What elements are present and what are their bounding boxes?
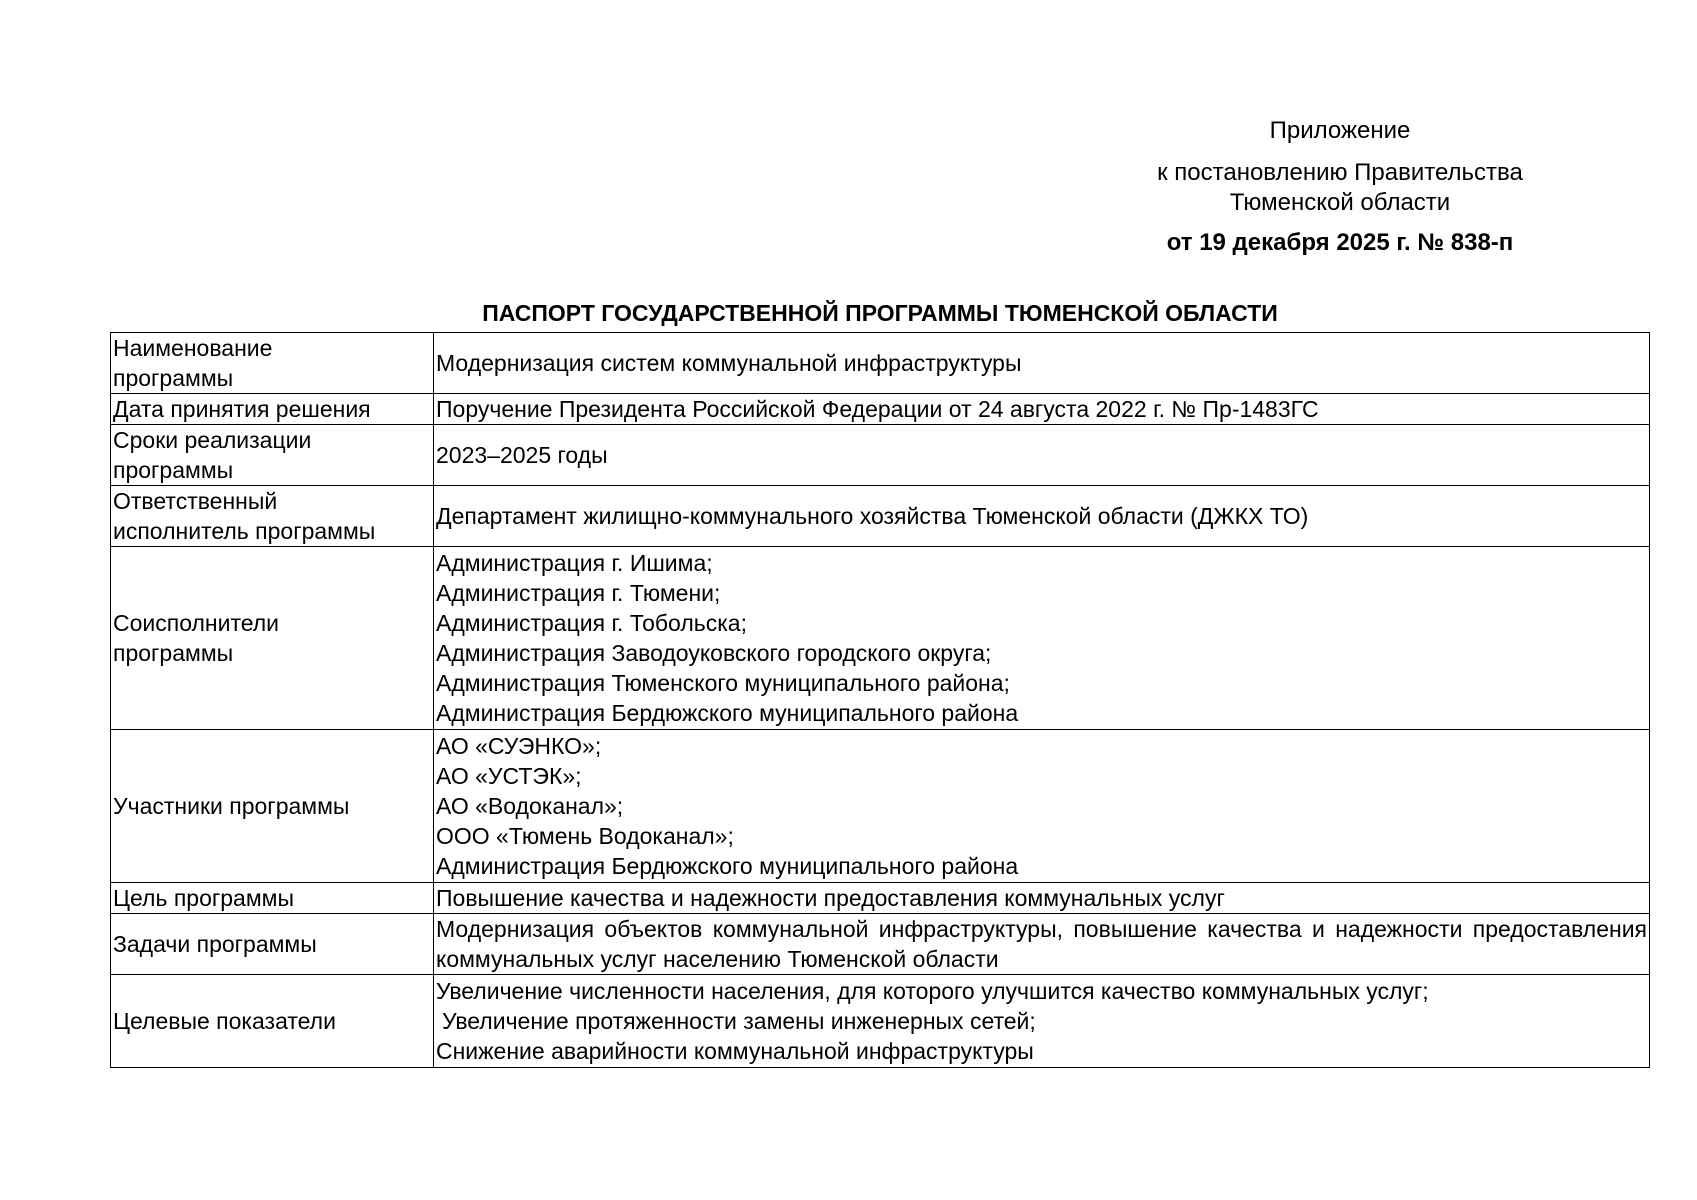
list-item: Снижение аварийности коммунальной инфраструктуры: [436, 1038, 1034, 1064]
table-row-tasks: [111, 914, 1650, 975]
row-value-period: 2023–2025 годы: [434, 425, 1650, 486]
tasks-text: Модернизация объектов коммунальной инфраструктуры, повышение качества и надежности предоставления коммунальных услуг населению Тюменской области: [436, 916, 1647, 972]
row-value-co-executors: [434, 547, 1650, 730]
list-item: Администрация Тюменского муниципального района;: [436, 670, 1010, 696]
table-row-participants: [111, 730, 1650, 883]
table-row-co-executors: [111, 547, 1650, 730]
list-item: Администрация Бердюжского муниципального района: [436, 700, 1019, 726]
row-label-goal: Цель программы: [111, 883, 434, 914]
row-label-period-line1: Сроки реализации: [113, 427, 312, 453]
row-label-executor: [111, 486, 434, 547]
table-row-targets: [111, 975, 1650, 1068]
appendix-subtitle: [1100, 158, 1580, 218]
table-row-period: [111, 425, 1650, 486]
table-row-name: [111, 333, 1650, 394]
table-row-goal: [111, 883, 1650, 914]
row-label-targets: Целевые показатели: [111, 975, 434, 1068]
row-label-tasks: Задачи программы: [111, 914, 434, 975]
appendix-subtitle-line2: Тюменской области: [1229, 189, 1451, 216]
list-item: Администрация Заводоуковского городского округа;: [436, 640, 992, 666]
list-item: Администрация г. Тобольска;: [436, 610, 747, 636]
list-item: Администрация Бердюжского муниципального района: [436, 853, 1019, 879]
table-row-executor: [111, 486, 1650, 547]
row-label-executor-line2: исполнитель программы: [113, 518, 376, 544]
row-label-name-line1: Наименование: [113, 335, 273, 361]
row-value-name: Модернизация систем коммунальной инфраструктуры: [434, 333, 1650, 394]
table-row-decision-date: [111, 394, 1650, 425]
row-label-period-line2: программы: [113, 457, 234, 483]
list-item: АО «УСТЭК»;: [436, 763, 582, 789]
row-label-period: [111, 425, 434, 486]
list-item: Увеличение численности населения, для которого улучшится качество коммунальных услуг;: [436, 978, 1429, 1004]
list-item: Увеличение протяженности замены инженерных сетей;: [442, 1008, 1036, 1034]
row-value-tasks: [434, 914, 1650, 975]
row-label-executor-line1: Ответственный: [113, 488, 278, 514]
list-item: Администрация г. Тюмени;: [436, 580, 721, 606]
list-item: АО «Водоканал»;: [436, 793, 624, 819]
row-value-goal: Повышение качества и надежности предоставления коммунальных услуг: [434, 883, 1650, 914]
row-label-participants: Участники программы: [111, 730, 434, 883]
row-label-co-executors-line2: программы: [113, 640, 234, 666]
row-value-executor: Департамент жилищно-коммунального хозяйства Тюменской области (ДЖКХ ТО): [434, 486, 1650, 547]
row-value-participants: [434, 730, 1650, 883]
row-label-name-line2: программы: [113, 365, 234, 391]
appendix-title: Приложение: [1269, 117, 1411, 144]
list-item: АО «СУЭНКО»;: [436, 733, 602, 759]
appendix-subtitle-line1: к постановлению Правительства: [1157, 159, 1523, 186]
appendix-date: от 19 декабря 2025 г. № 838-п: [1166, 229, 1514, 256]
list-item: Администрация г. Ишима;: [436, 550, 713, 576]
row-value-targets: [434, 975, 1650, 1068]
list-item: ООО «Тюмень Водоканал»;: [436, 823, 734, 849]
passport-table: [110, 332, 1650, 1068]
row-label-decision-date: Дата принятия решения: [111, 394, 434, 425]
row-label-co-executors: [111, 547, 434, 730]
row-label-name: [111, 333, 434, 394]
row-label-co-executors-line1: Соисполнители: [113, 610, 280, 636]
row-value-decision-date: Поручение Президента Российской Федерации от 24 августа 2022 г. № Пр-1483ГС: [434, 394, 1650, 425]
passport-title: ПАСПОРТ ГОСУДАРСТВЕННОЙ ПРОГРАММЫ ТЮМЕНСКОЙ ОБЛАСТИ: [482, 300, 1278, 326]
